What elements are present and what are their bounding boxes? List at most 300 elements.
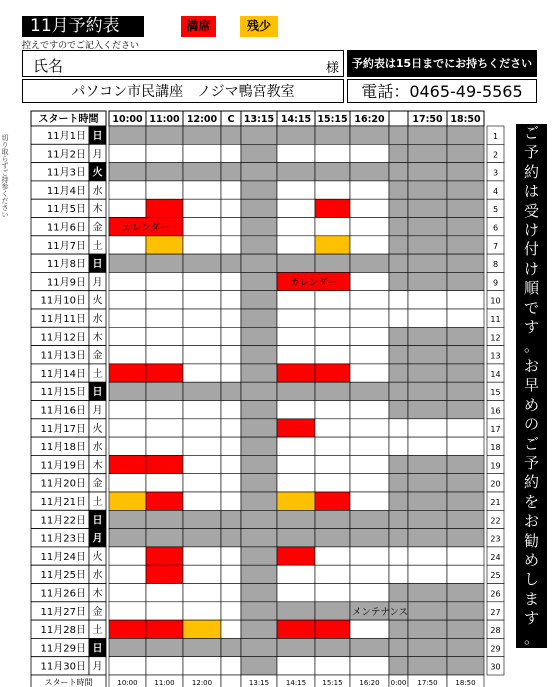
slot-cell[interactable] <box>241 364 277 382</box>
slot-cell[interactable] <box>109 584 146 602</box>
slot-cell[interactable] <box>408 602 447 620</box>
slot-cell[interactable] <box>408 437 447 455</box>
slot-cell[interactable] <box>315 474 350 492</box>
slot-cell[interactable] <box>447 382 484 400</box>
slot-cell[interactable] <box>408 126 447 144</box>
slot-cell[interactable] <box>183 364 221 382</box>
slot-cell[interactable] <box>315 584 350 602</box>
slot-cell[interactable] <box>146 346 183 364</box>
slot-cell[interactable] <box>241 492 277 510</box>
slot-cell[interactable] <box>221 181 241 199</box>
slot-cell[interactable] <box>350 547 389 565</box>
slot-cell[interactable] <box>408 529 447 547</box>
slot-cell[interactable] <box>183 126 221 144</box>
slot-cell[interactable] <box>447 327 484 345</box>
slot-cell[interactable] <box>408 272 447 290</box>
slot-cell[interactable] <box>221 657 241 675</box>
slot-cell[interactable] <box>350 218 389 236</box>
slot-cell[interactable] <box>315 437 350 455</box>
slot-cell[interactable] <box>241 199 277 217</box>
slot-cell[interactable] <box>221 272 241 290</box>
slot-cell[interactable] <box>389 529 408 547</box>
slot-cell[interactable] <box>408 492 447 510</box>
slot-cell[interactable] <box>146 236 183 254</box>
slot-cell[interactable] <box>241 401 277 419</box>
slot-cell[interactable] <box>277 638 315 656</box>
slot-cell[interactable] <box>183 181 221 199</box>
slot-cell[interactable] <box>241 565 277 583</box>
slot-cell[interactable] <box>389 620 408 638</box>
slot-cell[interactable] <box>315 327 350 345</box>
slot-cell[interactable] <box>241 419 277 437</box>
slot-cell[interactable] <box>146 529 183 547</box>
slot-cell[interactable] <box>350 638 389 656</box>
slot-cell[interactable] <box>389 163 408 181</box>
slot-cell[interactable] <box>109 272 146 290</box>
slot-cell[interactable] <box>408 254 447 272</box>
slot-cell[interactable] <box>277 144 315 162</box>
slot-cell[interactable] <box>146 657 183 675</box>
slot-cell[interactable] <box>277 474 315 492</box>
slot-cell[interactable] <box>447 510 484 528</box>
slot-cell[interactable] <box>277 584 315 602</box>
slot-cell[interactable] <box>277 126 315 144</box>
slot-cell[interactable] <box>109 474 146 492</box>
slot-cell[interactable] <box>315 364 350 382</box>
slot-cell[interactable] <box>315 492 350 510</box>
slot-cell[interactable] <box>221 474 241 492</box>
slot-cell[interactable] <box>241 584 277 602</box>
slot-cell[interactable] <box>350 199 389 217</box>
slot-cell[interactable] <box>447 181 484 199</box>
slot-cell[interactable] <box>389 272 408 290</box>
slot-cell[interactable] <box>183 401 221 419</box>
slot-cell[interactable] <box>389 236 408 254</box>
slot-cell[interactable] <box>447 602 484 620</box>
slot-cell[interactable] <box>109 419 146 437</box>
slot-cell[interactable] <box>408 474 447 492</box>
slot-cell[interactable] <box>447 492 484 510</box>
slot-cell[interactable] <box>315 510 350 528</box>
slot-cell[interactable] <box>221 437 241 455</box>
slot-cell[interactable] <box>241 455 277 473</box>
slot-cell[interactable] <box>350 529 389 547</box>
slot-cell[interactable] <box>146 547 183 565</box>
slot-cell[interactable] <box>447 584 484 602</box>
slot-cell[interactable] <box>146 620 183 638</box>
slot-cell[interactable] <box>241 218 277 236</box>
slot-cell[interactable] <box>350 584 389 602</box>
slot-cell[interactable] <box>389 144 408 162</box>
slot-cell[interactable] <box>109 181 146 199</box>
slot-cell[interactable] <box>109 364 146 382</box>
slot-cell[interactable] <box>146 272 183 290</box>
slot-cell[interactable] <box>408 199 447 217</box>
slot-cell[interactable] <box>146 309 183 327</box>
slot-cell[interactable] <box>146 254 183 272</box>
slot-cell[interactable] <box>277 346 315 364</box>
slot-cell[interactable] <box>241 382 277 400</box>
slot-cell[interactable] <box>389 309 408 327</box>
slot-cell[interactable] <box>241 272 277 290</box>
slot-cell[interactable] <box>350 144 389 162</box>
slot-cell[interactable] <box>315 236 350 254</box>
slot-cell[interactable] <box>277 327 315 345</box>
slot-cell[interactable] <box>277 236 315 254</box>
slot-cell[interactable] <box>389 181 408 199</box>
slot-cell[interactable] <box>315 382 350 400</box>
slot-cell[interactable] <box>447 236 484 254</box>
slot-cell[interactable] <box>277 181 315 199</box>
slot-cell[interactable] <box>109 638 146 656</box>
slot-cell[interactable] <box>183 272 221 290</box>
slot-cell[interactable] <box>389 401 408 419</box>
slot-cell[interactable] <box>109 455 146 473</box>
slot-cell[interactable] <box>408 382 447 400</box>
slot-cell[interactable] <box>277 602 315 620</box>
slot-cell[interactable] <box>350 455 389 473</box>
slot-cell[interactable] <box>146 584 183 602</box>
slot-cell[interactable] <box>183 510 221 528</box>
slot-cell[interactable] <box>241 181 277 199</box>
slot-cell[interactable] <box>315 309 350 327</box>
slot-cell[interactable] <box>315 657 350 675</box>
slot-cell[interactable] <box>221 199 241 217</box>
slot-cell[interactable] <box>447 620 484 638</box>
slot-cell[interactable] <box>408 419 447 437</box>
slot-cell[interactable] <box>221 547 241 565</box>
slot-cell[interactable] <box>277 218 315 236</box>
slot-cell[interactable] <box>350 474 389 492</box>
slot-cell[interactable] <box>221 364 241 382</box>
slot-cell[interactable] <box>350 437 389 455</box>
slot-cell[interactable] <box>241 254 277 272</box>
slot-cell[interactable] <box>109 126 146 144</box>
slot-cell[interactable] <box>183 529 221 547</box>
slot-cell[interactable] <box>389 291 408 309</box>
slot-cell[interactable] <box>241 291 277 309</box>
slot-cell[interactable] <box>183 163 221 181</box>
slot-cell[interactable] <box>447 547 484 565</box>
slot-cell[interactable] <box>241 620 277 638</box>
slot-cell[interactable] <box>183 419 221 437</box>
slot-cell[interactable] <box>389 547 408 565</box>
slot-cell[interactable] <box>447 529 484 547</box>
slot-cell[interactable] <box>389 199 408 217</box>
slot-cell[interactable] <box>447 272 484 290</box>
slot-cell[interactable] <box>315 419 350 437</box>
slot-cell[interactable] <box>350 657 389 675</box>
slot-cell[interactable] <box>109 144 146 162</box>
slot-cell[interactable] <box>277 364 315 382</box>
slot-cell[interactable] <box>109 565 146 583</box>
slot-cell[interactable] <box>447 419 484 437</box>
slot-cell[interactable] <box>408 510 447 528</box>
slot-cell[interactable] <box>109 437 146 455</box>
slot-cell[interactable] <box>241 474 277 492</box>
slot-cell[interactable] <box>109 492 146 510</box>
slot-cell[interactable] <box>350 163 389 181</box>
slot-cell[interactable] <box>389 218 408 236</box>
slot-cell[interactable] <box>447 218 484 236</box>
slot-cell[interactable] <box>109 254 146 272</box>
slot-cell[interactable] <box>315 126 350 144</box>
slot-cell[interactable] <box>447 163 484 181</box>
slot-cell[interactable] <box>109 346 146 364</box>
slot-cell[interactable] <box>277 565 315 583</box>
slot-cell[interactable] <box>183 327 221 345</box>
slot-cell[interactable] <box>315 218 350 236</box>
slot-cell[interactable] <box>109 382 146 400</box>
slot-cell[interactable] <box>350 620 389 638</box>
slot-cell[interactable] <box>277 620 315 638</box>
slot-cell[interactable] <box>389 492 408 510</box>
slot-cell[interactable] <box>408 181 447 199</box>
slot-cell[interactable] <box>389 382 408 400</box>
slot-cell[interactable] <box>389 254 408 272</box>
slot-cell[interactable] <box>183 254 221 272</box>
slot-cell[interactable] <box>221 602 241 620</box>
slot-cell[interactable] <box>277 199 315 217</box>
slot-cell[interactable] <box>408 327 447 345</box>
slot-cell[interactable] <box>350 401 389 419</box>
slot-cell[interactable] <box>447 309 484 327</box>
slot-cell[interactable] <box>109 602 146 620</box>
slot-cell[interactable] <box>447 364 484 382</box>
slot-cell[interactable] <box>447 474 484 492</box>
slot-cell[interactable] <box>146 163 183 181</box>
slot-cell[interactable] <box>315 565 350 583</box>
slot-cell[interactable] <box>221 492 241 510</box>
slot-cell[interactable] <box>408 309 447 327</box>
slot-cell[interactable] <box>389 584 408 602</box>
slot-cell[interactable] <box>241 346 277 364</box>
slot-cell[interactable] <box>350 272 389 290</box>
slot-cell[interactable] <box>315 401 350 419</box>
slot-cell[interactable] <box>183 547 221 565</box>
slot-cell[interactable] <box>183 584 221 602</box>
slot-cell[interactable] <box>389 327 408 345</box>
slot-cell[interactable] <box>221 529 241 547</box>
slot-cell[interactable] <box>241 144 277 162</box>
slot-cell[interactable] <box>183 492 221 510</box>
slot-cell[interactable] <box>183 657 221 675</box>
slot-cell[interactable] <box>109 199 146 217</box>
slot-cell[interactable] <box>146 510 183 528</box>
slot-cell[interactable] <box>221 144 241 162</box>
slot-cell[interactable] <box>109 620 146 638</box>
slot-cell[interactable] <box>183 620 221 638</box>
slot-cell[interactable] <box>350 181 389 199</box>
slot-cell[interactable] <box>277 309 315 327</box>
slot-cell[interactable] <box>315 620 350 638</box>
slot-cell[interactable] <box>315 638 350 656</box>
slot-cell[interactable] <box>350 382 389 400</box>
slot-cell[interactable] <box>146 474 183 492</box>
slot-cell[interactable] <box>241 638 277 656</box>
slot-cell[interactable] <box>277 437 315 455</box>
slot-cell[interactable] <box>408 638 447 656</box>
slot-cell[interactable] <box>315 529 350 547</box>
slot-cell[interactable] <box>221 401 241 419</box>
slot-cell[interactable] <box>183 309 221 327</box>
slot-cell[interactable] <box>241 236 277 254</box>
slot-cell[interactable] <box>277 401 315 419</box>
slot-cell[interactable] <box>315 291 350 309</box>
slot-cell[interactable] <box>447 291 484 309</box>
slot-cell[interactable] <box>350 236 389 254</box>
slot-cell[interactable] <box>183 199 221 217</box>
slot-cell[interactable] <box>183 474 221 492</box>
slot-cell[interactable] <box>109 529 146 547</box>
slot-cell[interactable] <box>146 364 183 382</box>
slot-cell[interactable] <box>146 327 183 345</box>
slot-cell[interactable] <box>146 181 183 199</box>
slot-cell[interactable] <box>277 657 315 675</box>
slot-cell[interactable] <box>146 455 183 473</box>
slot-cell[interactable] <box>408 401 447 419</box>
slot-cell[interactable] <box>109 401 146 419</box>
slot-cell[interactable] <box>241 529 277 547</box>
slot-cell[interactable] <box>221 163 241 181</box>
slot-cell[interactable] <box>146 291 183 309</box>
slot-cell[interactable] <box>389 455 408 473</box>
slot-cell[interactable] <box>408 584 447 602</box>
slot-cell[interactable] <box>221 126 241 144</box>
slot-cell[interactable] <box>221 419 241 437</box>
slot-cell[interactable] <box>277 254 315 272</box>
slot-cell[interactable] <box>221 327 241 345</box>
slot-cell[interactable] <box>183 437 221 455</box>
slot-cell[interactable] <box>447 144 484 162</box>
slot-cell[interactable] <box>277 492 315 510</box>
slot-cell[interactable] <box>109 236 146 254</box>
slot-cell[interactable] <box>408 144 447 162</box>
slot-cell[interactable] <box>447 638 484 656</box>
slot-cell[interactable] <box>447 565 484 583</box>
slot-cell[interactable] <box>146 419 183 437</box>
slot-cell[interactable] <box>183 602 221 620</box>
slot-cell[interactable] <box>277 291 315 309</box>
slot-cell[interactable] <box>146 437 183 455</box>
slot-cell[interactable] <box>277 419 315 437</box>
slot-cell[interactable] <box>315 144 350 162</box>
slot-cell[interactable] <box>183 565 221 583</box>
slot-cell[interactable] <box>241 126 277 144</box>
slot-cell[interactable] <box>146 382 183 400</box>
slot-cell[interactable] <box>350 309 389 327</box>
slot-cell[interactable] <box>350 492 389 510</box>
slot-cell[interactable] <box>241 309 277 327</box>
slot-cell[interactable] <box>408 620 447 638</box>
slot-cell[interactable] <box>350 291 389 309</box>
slot-cell[interactable] <box>447 455 484 473</box>
slot-cell[interactable] <box>277 529 315 547</box>
slot-cell[interactable] <box>315 199 350 217</box>
slot-cell[interactable] <box>408 364 447 382</box>
slot-cell[interactable] <box>183 218 221 236</box>
slot-cell[interactable] <box>277 382 315 400</box>
slot-cell[interactable] <box>408 657 447 675</box>
slot-cell[interactable] <box>183 382 221 400</box>
slot-cell[interactable] <box>146 199 183 217</box>
slot-cell[interactable] <box>183 455 221 473</box>
slot-cell[interactable] <box>350 510 389 528</box>
slot-cell[interactable] <box>221 218 241 236</box>
slot-cell[interactable] <box>221 236 241 254</box>
slot-cell[interactable] <box>241 437 277 455</box>
slot-cell[interactable] <box>221 455 241 473</box>
slot-cell[interactable] <box>109 657 146 675</box>
slot-cell[interactable] <box>146 565 183 583</box>
slot-cell[interactable] <box>389 657 408 675</box>
slot-cell[interactable] <box>241 163 277 181</box>
slot-cell[interactable] <box>241 547 277 565</box>
slot-cell[interactable] <box>350 126 389 144</box>
slot-cell[interactable] <box>447 346 484 364</box>
slot-cell[interactable] <box>408 236 447 254</box>
slot-cell[interactable] <box>315 181 350 199</box>
slot-cell[interactable] <box>221 346 241 364</box>
slot-cell[interactable] <box>221 565 241 583</box>
slot-cell[interactable] <box>109 327 146 345</box>
slot-cell[interactable] <box>146 602 183 620</box>
slot-cell[interactable] <box>389 126 408 144</box>
slot-cell[interactable] <box>221 510 241 528</box>
slot-cell[interactable] <box>389 638 408 656</box>
slot-cell[interactable] <box>315 254 350 272</box>
slot-cell[interactable] <box>389 419 408 437</box>
slot-cell[interactable] <box>221 382 241 400</box>
slot-cell[interactable] <box>221 584 241 602</box>
slot-cell[interactable] <box>315 455 350 473</box>
slot-cell[interactable] <box>241 602 277 620</box>
slot-cell[interactable] <box>241 510 277 528</box>
slot-cell[interactable] <box>447 254 484 272</box>
slot-cell[interactable] <box>277 455 315 473</box>
slot-cell[interactable] <box>109 163 146 181</box>
slot-cell[interactable] <box>408 547 447 565</box>
slot-cell[interactable] <box>350 419 389 437</box>
slot-cell[interactable] <box>408 455 447 473</box>
slot-cell[interactable] <box>389 364 408 382</box>
slot-cell[interactable] <box>146 401 183 419</box>
slot-cell[interactable] <box>408 218 447 236</box>
slot-cell[interactable] <box>109 510 146 528</box>
slot-cell[interactable] <box>350 327 389 345</box>
slot-cell[interactable] <box>183 291 221 309</box>
slot-cell[interactable] <box>408 346 447 364</box>
slot-cell[interactable] <box>447 657 484 675</box>
slot-cell[interactable] <box>315 163 350 181</box>
slot-cell[interactable] <box>183 144 221 162</box>
slot-cell[interactable] <box>146 126 183 144</box>
slot-cell[interactable] <box>221 254 241 272</box>
slot-cell[interactable] <box>315 346 350 364</box>
slot-cell[interactable] <box>389 346 408 364</box>
slot-cell[interactable] <box>221 620 241 638</box>
slot-cell[interactable] <box>408 163 447 181</box>
slot-cell[interactable] <box>389 510 408 528</box>
slot-cell[interactable] <box>408 291 447 309</box>
slot-cell[interactable] <box>447 126 484 144</box>
slot-cell[interactable] <box>241 657 277 675</box>
slot-cell[interactable] <box>315 547 350 565</box>
slot-cell[interactable] <box>350 565 389 583</box>
slot-cell[interactable] <box>447 199 484 217</box>
slot-cell[interactable] <box>146 492 183 510</box>
slot-cell[interactable] <box>146 638 183 656</box>
